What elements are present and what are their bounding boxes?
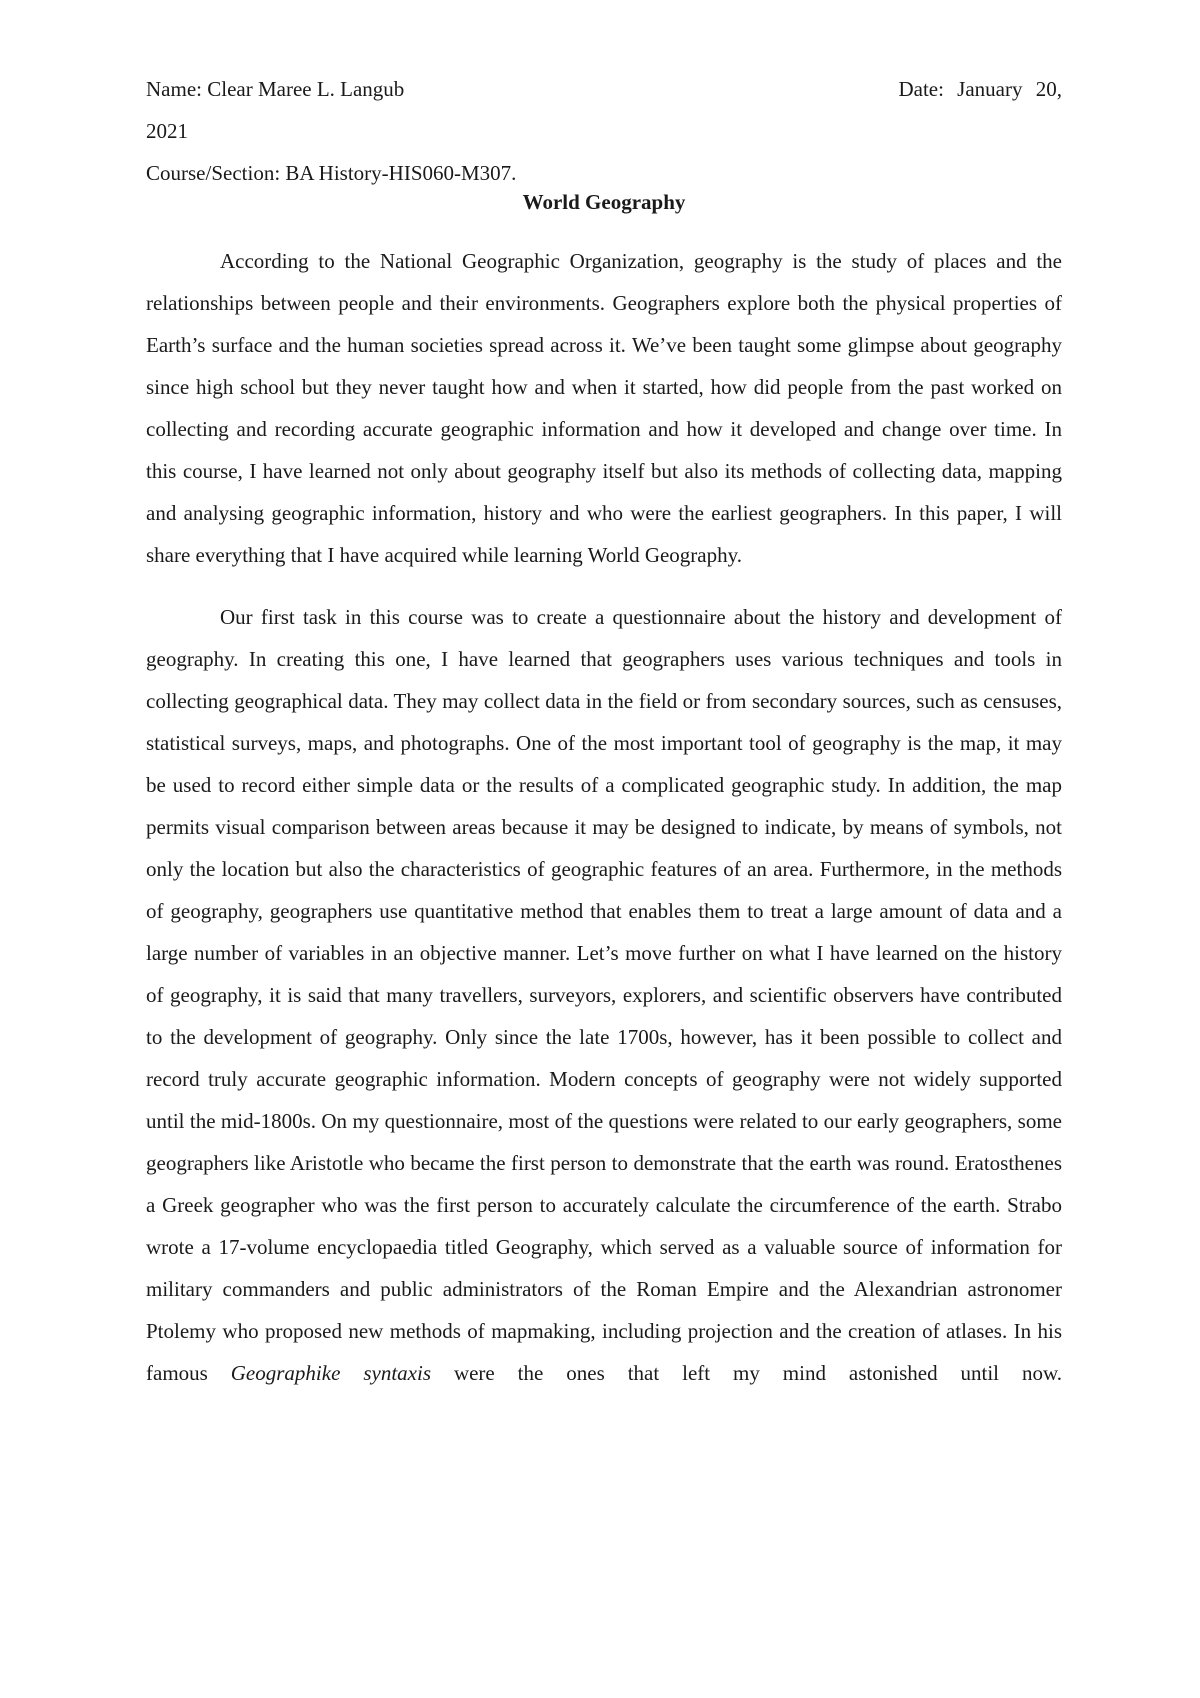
document-body: [146, 68, 1062, 1394]
header-name-date-line: [146, 68, 1062, 110]
document-title: World Geography: [522, 190, 686, 214]
submission-date: Date: January 20,: [898, 77, 1062, 101]
paragraph-2: [146, 596, 1062, 1394]
student-name: Name: Clear Maree L. Langub: [146, 77, 405, 101]
paragraph-2-tail: were the ones that left my mind astonished until now.: [453, 1361, 1062, 1385]
paragraph-2-italic-title: Geographike syntaxis: [230, 1361, 431, 1385]
submission-year: 2021: [146, 119, 188, 143]
paragraph-1: According to the National Geographic Organization, geography is the study of places and the relationships between people and their environments. Geographers explore both the physical properties of Earth’s surface and the human societies spread across it. We’ve been taught some glimpse about geography since high school but they never taught how and when it started, how did people from the past worked on collecting and recording accurate geographic information and how it developed and change over time. In this course, I have learned not only about geography itself but also its methods of collecting data, mapping and analysing geographic information, history and who were the earliest geographers. In this paper, I will share everything that I have acquired while learning World Geography.: [146, 249, 1062, 567]
paragraph-2-text: Our first task in this course was to create a questionnaire about the history and development of geography. In creating this one, I have learned that geographers uses various techniques and tools in collecting geographical data. They may collect data in the field or from secondary sources, such as censuses, statistical surveys, maps, and photographs. One of the most important tool of geography is the map, it may be used to record either simple data or the results of a complicated geographic study. In addition, the map permits visual comparison between areas because it may be designed to indicate, by means of symbols, not only the location but also the characteristics of geographic features of an area. Furthermore, in the methods of geography, geographers use quantitative method that enables them to treat a large amount of data and a large number of variables in an objective manner. Let’s move further on what I have learned on the history of geography, it is said that many travellers, surveyors, explorers, and scientific observers have contributed to the development of geography. Only since the late 1700s, however, has it been possible to collect and record truly accurate geographic information. Modern concepts of geography were not widely supported until the mid-1800s. On my questionnaire, most of the questions were related to our early geographers, some geographers like Aristotle who became the first person to demonstrate that the earth was round. Eratosthenes a Greek geographer who was the first person to accurately calculate the circumference of the earth. Strabo wrote a 17-volume encyclopaedia titled Geography, which served as a valuable source of information for military commanders and public administrators of the Roman Empire and the Alexandrian astronomer Ptolemy who proposed new methods of mapmaking, including projection and the creation of atlases. In his famous: [146, 605, 1062, 1385]
course-section: Course/Section: BA History-HIS060-M307.: [146, 161, 517, 185]
